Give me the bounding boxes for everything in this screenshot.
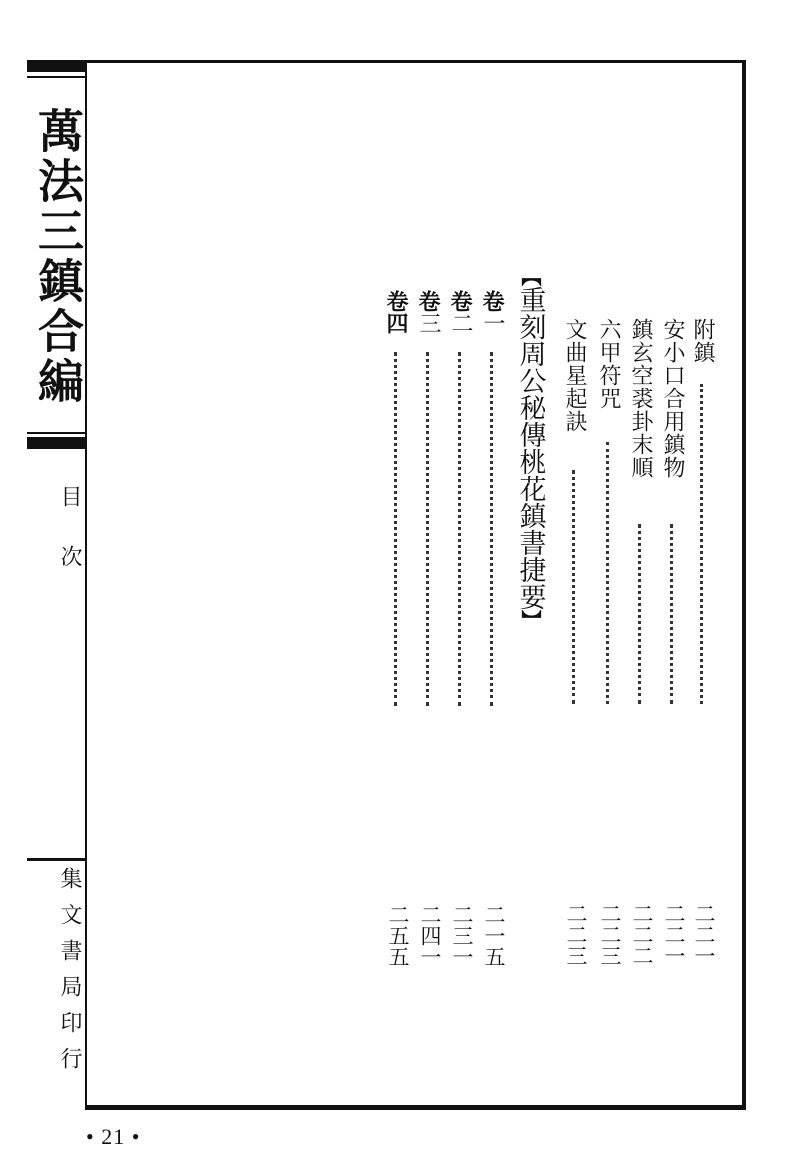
toc-entry bbox=[688, 318, 716, 990]
middle-band bbox=[27, 437, 85, 449]
dot-leader bbox=[572, 470, 575, 704]
toc-entry-page: 二二三 bbox=[598, 903, 622, 966]
section-label: 目次 bbox=[57, 485, 82, 605]
toc-volume-page: 二五五 bbox=[386, 904, 410, 967]
toc-entry-page: 二二一 bbox=[662, 903, 686, 966]
dot-leader bbox=[394, 352, 397, 706]
toc-volume-page: 二一五 bbox=[482, 904, 506, 967]
open-bracket: 【 bbox=[518, 266, 542, 286]
heading-text: 重刻周公秘傳桃花鎮書捷要 bbox=[514, 286, 546, 610]
toc-entry-title: 六甲符咒 bbox=[596, 318, 621, 410]
toc-entry bbox=[594, 318, 622, 990]
page-number: • 21 • bbox=[86, 1124, 141, 1149]
publisher-rule bbox=[27, 858, 85, 861]
toc-volume-title: 卷一 bbox=[479, 290, 505, 334]
toc-entry-title: 附鎮 bbox=[690, 318, 715, 364]
toc-volume bbox=[414, 290, 442, 967]
toc-entry-title: 安小口合用鎮物 bbox=[660, 318, 685, 479]
toc-volume bbox=[478, 290, 506, 967]
toc-entry-page: 二二二 bbox=[630, 903, 654, 966]
dot-leader bbox=[458, 352, 461, 706]
dot-leader bbox=[606, 442, 609, 704]
toc-entry-page: 二二一 bbox=[692, 903, 716, 966]
middle-band-rule bbox=[27, 432, 85, 434]
toc-volume-page: 二四一 bbox=[418, 904, 442, 967]
toc-entry-title: 鎮玄空裘卦末順 bbox=[628, 318, 653, 479]
toc-entry bbox=[658, 318, 686, 990]
dot-leader bbox=[426, 352, 429, 706]
book-title: 萬法三鎮合編 bbox=[31, 107, 85, 407]
top-band-rule bbox=[27, 76, 85, 78]
toc-volume bbox=[446, 290, 474, 967]
toc-volume-title: 卷二 bbox=[447, 290, 473, 334]
section-heading bbox=[512, 266, 548, 630]
frame-left-rule bbox=[85, 60, 87, 1110]
dot-leader bbox=[670, 524, 673, 704]
toc-volume-page: 二三一 bbox=[450, 904, 474, 967]
toc-entry bbox=[626, 318, 654, 990]
toc-volume-title: 卷四 bbox=[383, 290, 409, 334]
top-band bbox=[27, 60, 85, 72]
toc-entry-page: 二二三 bbox=[564, 903, 588, 966]
dot-leader bbox=[490, 352, 493, 706]
dot-leader bbox=[638, 524, 641, 704]
close-bracket: 】 bbox=[518, 610, 542, 630]
toc-volume bbox=[382, 290, 410, 967]
toc-volume-title: 卷三 bbox=[415, 290, 441, 334]
toc-entry bbox=[560, 318, 588, 990]
publisher-imprint: 集文書局印行 bbox=[57, 867, 82, 1083]
toc-entry-title: 文曲星起訣 bbox=[562, 318, 587, 433]
dot-leader bbox=[700, 384, 703, 704]
